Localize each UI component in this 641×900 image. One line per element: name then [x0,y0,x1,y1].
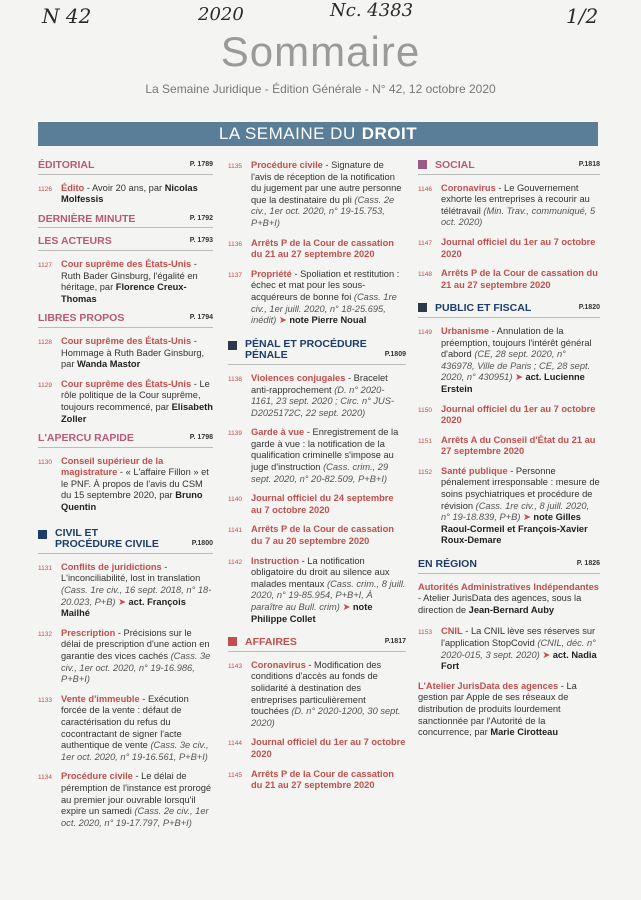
entry-text: - Bracelet anti-rapprochement [251,372,388,395]
entry-1141[interactable] [228,524,406,547]
entry-1149[interactable] [418,326,600,396]
section-page: P.1818 [578,161,600,168]
entry-author: Nicolas Molfessis [61,182,198,205]
entry-number: 1151 [418,437,432,445]
entry-title: Urbanisme [441,325,490,336]
entry-number: 1144 [228,740,242,748]
entry-number: 1153 [418,629,432,637]
entry-citation: (Cass. 1re civ., 1er juill. 2020, n° 18-25.695, inédit) [251,291,397,326]
page-subtitle: La Semaine Juridique - Édition Générale - N° 42, 12 octobre 2020 [145,82,496,96]
entry-title: Édito [61,182,85,193]
entry-title: Journal officiel du 1er au 7 octobre 2020 [251,737,406,759]
entry-1143[interactable] [228,660,406,730]
section-page: P.1800 [191,540,213,548]
entry-text: - Précisions sur le délai de prescription d'une action en garantie des vices cachés [61,627,210,661]
arrow-icon: ➤ [515,372,523,383]
entry-title: Procédure civile [61,771,133,782]
section-heading: PÉNAL ET PROCÉDURE PÉNALE [245,337,367,362]
column-1 [38,160,213,837]
entry-author: note Gilles Raoul-Cormeil et François-Xavier Roux-Demare [441,512,588,546]
entry-text: - L'inconciliabilité, lost in translation [61,561,201,584]
region-entry-atelier[interactable] [418,681,600,739]
entry-citation: (Cass. 3e civ., 1er oct. 2020, n° 19-16.561, P+B+I) [61,740,209,762]
entry-text: - Atelier JurisData des agences, sous la direction de [418,593,582,615]
square-icon [418,160,427,169]
entry-title: L'Atelier JurisData des agences [418,680,559,691]
entry-text: - Personne pénalement irresponsable : mesure de soins psychiatriques et procédure de révision [441,465,600,511]
handwritten-page: 1/2 [566,4,599,28]
entry-1134[interactable] [38,771,213,829]
square-icon [418,303,427,312]
section-heading: SOCIAL [435,159,475,171]
entry-number: 1133 [38,696,52,704]
entry-text: - Le Gouvernement exhorte les entreprises à recourir au télétravail [441,182,590,216]
entry-author: Elisabeth Zoller [61,401,213,424]
entry-title: Cour suprême des États-Unis [61,335,192,346]
entry-title: Autorités Administratives Indépendantes [418,581,599,592]
entry-citation: (Cass. crim., 29 sept. 2020, n° 20-82.509, P+B+I) [251,462,389,484]
banner-light: LA SEMAINE DU [218,124,356,143]
section-page: P.1820 [578,304,600,312]
section-public-fiscal [418,303,600,318]
section-heading: PUBLIC ET FISCAL [435,302,532,315]
entry-author: act. François Mailhé [61,596,186,619]
section-page: P. 1794 [189,314,213,322]
section-apercu-rapide [38,433,213,448]
entry-citation: (Cass. 1re civ., 8 juill. 2020, n° 19-18.839, P+B) [441,500,590,523]
entry-number: 1152 [418,468,432,476]
entry-1147[interactable] [418,237,600,260]
entry-number: 1143 [228,662,242,670]
entry-title: Coronavirus [441,182,496,193]
entry-author: Wanda Mastor [77,359,141,370]
section-derniere-minute [38,214,213,229]
entry-number: 1142 [228,558,242,566]
section-en-region [418,559,600,574]
entry-text: - Le délai de péremption de l'instance est prorogé au premier jour ouvrable lorsqu'il expire un samedi [61,771,212,817]
entry-title: Arrêts P de la Cour de cassation du 21 au 27 septembre 2020 [251,237,394,260]
entry-citation: (D. n° 2020-1200, 30 sept. 2020) [251,706,401,728]
entry-author: note Pierre Noual [289,315,367,326]
entry-text: - Enregistrement de la garde à vue : la notification de la qualification criminelle s'impose au juge d'instruction [251,427,399,473]
entry-text: - Spoliation et restitution : échec et mat pour les sous-acquéreurs de bonne foi [251,268,400,302]
square-icon [228,341,237,350]
entry-1138[interactable] [228,373,406,419]
entry-author: Bruno Quentin [61,490,203,513]
entry-text: - « L'affaire Fillon » et le PNF. À propos de l'avis du CSM du 15 septembre 2020, par [61,467,209,501]
entry-title: Violences conjugales [251,372,346,383]
entry-title: Propriété [251,268,292,279]
entry-text: - La gestion par Apple de ses réseaux de distribution de produits lourdement sanctionnée par l'Autorité de la concurrence, par [418,680,577,738]
section-affaires [228,637,406,652]
entry-text: - Signature de l'avis de réception de la notification du jugement par une autre personne que la destinataire du pli [251,160,402,205]
entry-title: Journal officiel du 1er au 7 octobre 2020 [441,236,596,259]
section-civil [38,528,213,554]
entry-title: Prescription [61,627,116,638]
section-acteurs [38,236,213,251]
entry-number: 1139 [228,430,242,438]
section-social [418,160,600,175]
entry-title: Arrêts A du Conseil d'État du 21 au 27 septembre 2020 [441,434,596,457]
entry-title: Arrêts P de la Cour de cassation du 21 au 27 septembre 2020 [251,768,394,791]
section-page: P. 1793 [189,237,213,245]
page-title: Sommaire [220,28,421,75]
entry-text: - La notification obligatoire du droit au silence aux malades mentaux [251,555,390,589]
entry-1131[interactable] [38,562,213,620]
entry-1150[interactable] [418,404,600,427]
entry-1146[interactable] [418,183,600,229]
entry-title: Santé publique [441,465,508,476]
entry-title: Conflits de juridictions [61,561,162,572]
entry-1137[interactable] [228,269,406,327]
entry-1128[interactable] [38,336,213,371]
entry-1148[interactable] [418,268,600,291]
entry-number: 1140 [228,496,242,504]
entry-title: Journal officiel du 24 septembre au 7 octobre 2020 [251,493,394,515]
entry-citation: (Cass. 2e civ., 1er oct. 2020, n° 19-15.753, P+B+I) [251,194,395,228]
section-libres-propos [38,313,213,328]
section-heading: CIVIL ET PROCÉDURE CIVILE [55,526,159,551]
entry-citation: (D. n° 2020-1161, 23 sept. 2020 ; Circ. n° JUS-D2025172C, 22 sept. 2020) [251,384,395,418]
entry-number: 1130 [38,458,52,466]
entry-title: Journal officiel du 1er au 7 octobre 2020 [441,403,596,426]
entry-1145[interactable] [228,769,406,792]
entry-text: - Modification des conditions d'accès au fonds de solidarité à destination des entreprises particulièrement touchées [251,659,382,717]
arrow-icon: ➤ [542,649,551,660]
entry-text: - Le rôle politique de la Cour suprême, toujours recommencé, par [61,378,210,412]
arrow-icon: ➤ [523,512,531,523]
entry-1129[interactable] [38,379,213,425]
section-page: P. 1792 [189,214,213,222]
entry-number: 1137 [228,271,242,279]
entry-author: Marie Cirotteau [490,727,559,738]
section-heading: LIBRES PROPOS [38,312,125,325]
entry-number: 1129 [38,381,52,389]
entry-1130[interactable] [38,456,213,514]
entry-1152[interactable] [418,466,600,547]
entry-text: - Avoir 20 ans, par [84,182,165,193]
entry-text: - Exécution forcée de la vente : défaut de caractérisation du refus du cocontractant de signer l'acte authentique de vente [61,693,189,751]
entry-title: Arrêts P de la Cour de cassation du 7 au 20 septembre 2020 [251,524,394,547]
entry-number: 1135 [228,163,242,170]
handwritten-reference: Nc. 4383 [330,0,414,21]
entry-author: Jean-Bernard Auby [468,604,555,615]
entry-title: Procédure civile [251,160,323,170]
column-3 [418,160,600,749]
section-heading: EN RÉGION [418,558,477,571]
entry-1132[interactable] [38,628,213,686]
entry-text: - Annulation de la préemption, toujours l'intérêt général d'abord [441,325,592,360]
entry-author: Florence Creux-Thomas [61,282,187,304]
entry-1139[interactable] [228,427,406,485]
section-page: P.1809 [384,351,406,359]
entry-number: 1128 [38,338,52,346]
arrow-icon: ➤ [118,596,126,607]
section-heading: AFFAIRES [245,636,297,649]
entry-number: 1145 [228,771,242,779]
entry-title: Garde à vue [251,427,305,438]
section-penal [228,339,406,365]
entry-citation: (Cass. 1re civ., 16 sept. 2018, n° 18-20.023, P+B) [61,585,212,607]
column-2 [228,160,406,800]
section-heading: LES ACTEURS [38,235,112,248]
entry-number: 1136 [228,240,242,248]
entry-title: Coronavirus [251,659,306,670]
section-heading: DERNIÈRE MINUTE [38,212,136,225]
section-page: P. 1789 [189,161,213,168]
entry-number: 1132 [38,630,52,638]
entry-title: Arrêts P de la Cour de cassation du 21 au 27 septembre 2020 [441,268,598,290]
entry-1126[interactable] [38,183,213,206]
entry-citation: (Cass. 2e civ., 1er oct. 2020, n° 19-17.797, P+B+I) [61,806,209,828]
entry-author: act. Nadia Fort [441,649,597,672]
handwritten-year: 2020 [198,4,244,25]
entry-number: 1150 [418,406,432,414]
entry-number: 1149 [418,328,432,336]
entry-1142[interactable] [228,556,406,626]
entry-number: 1141 [228,527,242,535]
entry-citation: (CNIL, déc. n° 2020-015, 3 sept. 2020) [441,638,596,660]
entry-1135[interactable] [228,160,406,230]
section-editorial [38,160,213,175]
entry-text: - La CNIL lève ses réserves sur l'application StopCovid [441,626,596,648]
entry-citation: (CE, 28 sept. 2020, n° 436978, Ville de Paris ; CE, 28 sept. 2020, n° 430951) [441,349,591,383]
entry-number: 1148 [418,271,432,279]
entry-text: - Hommage à Ruth Bader Ginsburg, par [61,335,205,370]
entry-1140[interactable] [228,493,406,516]
entry-author: note Philippe Collet [251,602,373,624]
entry-title: Vente d'immeuble [61,693,140,704]
entry-number: 1127 [38,261,52,269]
entry-title: Cour suprême des États-Unis [61,378,192,389]
entry-title: Cour suprême des États-Unis [61,258,192,269]
handwritten-issue-number: N 42 [42,4,92,28]
square-icon [38,530,47,539]
entry-number: 1131 [38,564,52,572]
section-banner [38,122,598,146]
entry-number: 1147 [418,239,432,247]
square-icon [228,637,237,646]
entry-number: 1126 [38,185,52,193]
entry-1153[interactable] [418,626,600,672]
entry-1151[interactable] [418,435,600,458]
region-entry-aai[interactable] [418,582,600,617]
entry-number: 1134 [38,774,52,782]
entry-text: - Ruth Bader Ginsburg, l'égalité en héritage, par [61,258,198,293]
entry-1127[interactable] [38,259,213,305]
section-page: P. 1798 [189,434,213,442]
entry-title: Conseil supérieur de la magistrature [61,455,164,478]
entry-1133[interactable] [38,694,213,764]
arrow-icon: ➤ [342,602,351,612]
entry-author: act. Lucienne Erstein [441,372,585,394]
entry-1144[interactable] [228,737,406,760]
entry-citation: (Min. Trav., communiqué, 5 oct. 2020) [441,205,596,228]
banner-bold: DROIT [361,124,418,143]
entry-number: 1146 [418,185,432,193]
entry-title: Instruction [251,555,300,566]
section-heading: ÉDITORIAL [38,159,95,171]
arrow-icon: ➤ [278,315,287,326]
section-heading: L'APERCU RAPIDE [38,432,134,445]
entry-citation: (Cass. crim., 8 juill. 2020, n° 19-85.954, P+B+I, À paraître au Bull. crim) [251,578,406,612]
entry-citation: (Cass. 3e civ., 1er oct. 2020, n° 19-16.986, P+B+I) [61,651,211,685]
section-page: P. 1826 [576,560,600,568]
entry-title: CNIL [441,626,463,637]
section-page: P.1817 [384,638,406,646]
entry-number: 1138 [228,375,242,383]
entry-1136[interactable] [228,238,406,261]
